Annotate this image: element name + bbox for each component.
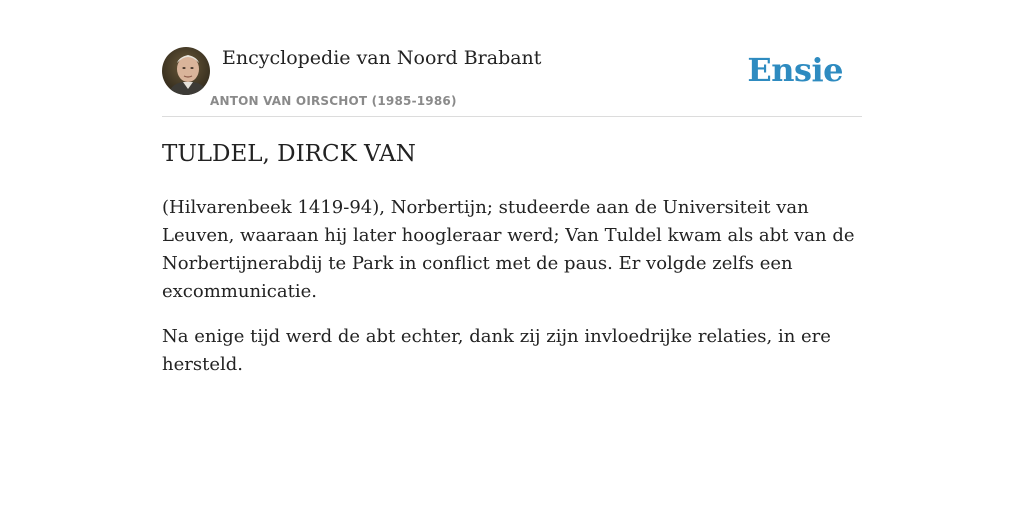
article-paragraph-2: Na enige tijd werd de abt echter, dank zij zijn invloedrijke relaties, in ere hersteld. xyxy=(162,326,831,375)
author-name[interactable]: ANTON VAN OIRSCHOT (1985-1986) xyxy=(210,94,457,108)
article xyxy=(162,138,862,396)
author-avatar[interactable] xyxy=(162,47,210,95)
ensie-logo[interactable]: Ensie xyxy=(747,51,843,89)
article-title: TULDEL, DIRCK VAN xyxy=(162,141,416,167)
author-portrait-icon xyxy=(162,47,210,95)
header xyxy=(162,40,862,117)
source-title-link[interactable]: Encyclopedie van Noord Brabant xyxy=(222,47,542,69)
article-paragraph-1: (Hilvarenbeek 1419-94), Norbertijn; studeerde aan de Universiteit van Leuven, waaraan hij later hoogleraar werd; Van Tuldel kwam als abt van de Norbertijnerabdij te Park in conflict met de paus. Er volgde zelfs een excommunicatie. xyxy=(162,197,855,302)
